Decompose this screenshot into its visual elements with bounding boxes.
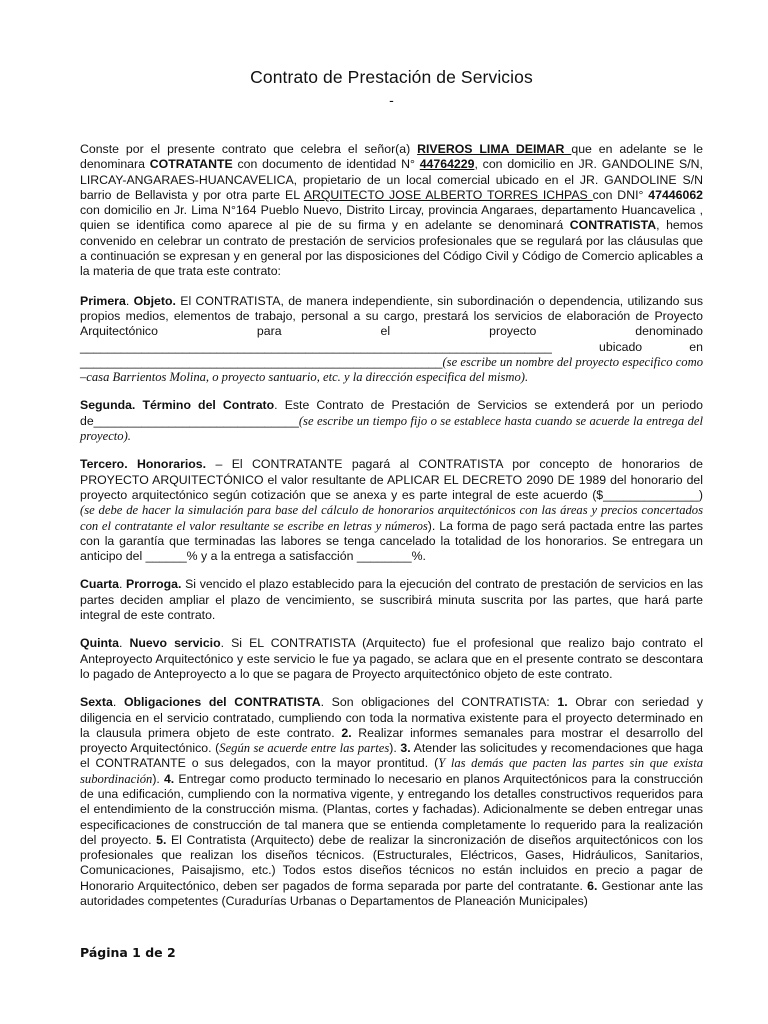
obligation-number-5: 5.: [156, 832, 167, 847]
clause-segunda-heading: Segunda. Término del Contrato: [80, 398, 275, 413]
intro-text-6: con domicilio en Jr. Lima N°164 Pueblo Nuevo, Distrito Lircay, provincia Angaraes, departamento Huancavelica , quien se identifica como aparece al pie de su firma y en adelante se denominará: [80, 203, 703, 233]
clause-primera: Primera. Objeto. El CONTRATISTA, de manera independiente, sin subordinación o dependencia, utilizando sus propios medios, elementos de trabajo, personal a su cargo, prestará los servicios de elaboración de Proyecto Arquitectónico para el proyecto denominado _____________________________________________________________________ ubicado en _____________________________________________________(se escribe un nombre del proyecto especifico como –casa Barrientos Molina, o proyecto santuario, etc. y la dirección especifica del mismo).: [80, 293, 703, 385]
clause-sexta-text-5: Atender las solicitudes y recomendaciones que haga el CONTRATANTE o sus delegados, con la mayor prontitud. (: [80, 741, 703, 771]
intro-text-5: con DNI°: [592, 187, 649, 202]
architect-name: ARQUITECTO JOSE ALBERTO TORRES ICHPAS: [303, 187, 593, 202]
clause-sexta-text-6: ).: [152, 771, 164, 786]
clause-cuarta: Cuarta. Prorroga. Si vencido el plazo establecido para la ejecución del contrato de prestación de servicios en las partes deciden ampliar el plazo de vencimiento, se suscribirá minuta suscrita por las partes, que hará parte integral de este contrato.: [80, 577, 703, 623]
clause-sexta: Sexta. Obligaciones del CONTRATISTA. Son obligaciones del CONTRATISTA: 1. Obrar con seriedad y diligencia en el servicio contratado, cumpliendo con toda la normativa existente para el proyecto determinado en la clausula primera objeto de este contrato. 2. Realizar informes semanales para mostrar el desarrollo del proyecto Arquitectónico. (Según se acuerde entre las partes). 3. Atender las solicitudes y recomendaciones que haga el CONTRATANTE o sus delegados, con la mayor prontitud. (Y las demás que pacten las partes sin que exista subordinación). 4. Entregar como producto terminado lo necesario en planos Arquitectónicos para la construcción de una edificación, cumpliendo con la normativa vigente, y entregando los detalles constructivos requeridos para el entendimiento de la construcción misma. (Plantas, cortes y fachadas). Adicionalmente se deben entregar unas especificaciones de construcción de tal manera que se entienda completamente lo requerido para la realización del proyecto. 5. El Contratista (Arquitecto) debe de realizar la sincronización de diseños arquitectónicos con los profesionales que realizan los diseños técnicos. (Estructurales, Eléctricos, Gases, Hidráulicos, Sanitarios, Comunicaciones, Paisajismo, etc.) Todos estos diseños técnicos no están incluidos en precio a pagar de Honorario Arquitectónico, deben ser pagados de forma separada por parte del contratante. 6. Gestionar ante las autoridades competentes (Curadurías Urbanas o Departamentos de Planeación Municipales): [80, 695, 704, 909]
clause-segunda-text: . Este Contrato de Prestación de Servicios se extenderá por un periodo de______________________________: [80, 398, 703, 428]
architect-id: 47446062: [648, 187, 703, 202]
obligation-number-1: 1.: [557, 695, 568, 710]
clause-sexta-text-7: Entregar como producto terminado lo necesario en planos Arquitectónicos para la construcción de una edificación, cumpliendo con la normativa vigente, y entregando los detalles constructivos requeridos para el entendimiento de la construcción misma. (Plantas, cortes y fachadas). Adicionalmente se deben entregar unas especificaciones de construcción de tal manera que se entienda completamente lo requerido para la realización del proyecto.: [80, 771, 703, 847]
clause-segunda: [80, 398, 703, 444]
obligation-number-3: 3.: [400, 741, 411, 756]
clause-sexta-text-4: ).: [389, 741, 401, 756]
document-title: Contrato de Prestación de Servicios: [250, 67, 533, 87]
clause-cuarta-heading: Prorroga.: [126, 577, 182, 592]
clause-cuarta-text: Si vencido el plazo establecido para la ejecución del contrato de prestación de servicios en las partes deciden ampliar el plazo de vencimiento, se suscribirá minuta suscrita por las partes, que hará parte integral de este contrato.: [80, 577, 703, 623]
clause-tercero-text-2: ). La forma de pago será pactada entre las partes con la garantía que terminadas las labores se tenga cancelado la totalidad de los honorarios. Se entregara un anticipo del ______% y a la entrega a satisfacción ________%.: [80, 518, 703, 564]
clause-quinta: Quinta. Nuevo servicio. Si EL CONTRATISTA (Arquitecto) fue el profesional que realizo bajo contrato el Anteproyecto Arquitectónico y este servicio le fue ya pagado, se aclara que en el presente contrato se descontara lo pagado de Anteproyecto a lo que se pagara de Proyecto arquitectónico objeto de este contrato.: [80, 636, 704, 681]
intro-text-2: que en adelante se le denominara: [80, 142, 703, 172]
clause-sexta-text-8: El Contratista (Arquitecto) debe de realizar la sincronización de diseños arquitectónicos con los profesionales que realizan los diseños técnicos. (Estructurales, Eléctricos, Gases, Hidráulicos, Sanitarios, Comunicaciones, Paisajismo, etc.) Todos estos diseños técnicos no están incluidos en precio a pagar de Honorario Arquitectónico, deben ser pagados de forma separada por parte del contratante.: [80, 832, 703, 893]
clause-sexta-note-1: Según se acuerde entre las partes: [219, 741, 390, 756]
clause-primera-text: El CONTRATISTA, de manera independiente, sin subordinación o dependencia, utilizando sus propios medios, elementos de trabajo, personal a su cargo, prestará los servicios de elaboración de Proyecto Arquitectónico para el proyecto denominado _____________________________________________________________________ ubicado en _____________________________________________________: [80, 293, 703, 369]
obligation-number-6: 6.: [587, 878, 598, 893]
clause-quinta-heading: Nuevo servicio: [129, 636, 221, 651]
obligation-number-2: 2.: [341, 725, 352, 740]
clause-quinta-label: Quinta: [80, 636, 119, 651]
clause-sexta-text-3: Realizar informes semanales para mostrar el desarrollo del proyecto Arquitectónico. (: [80, 725, 703, 756]
page-number: Página 1 de 2: [80, 945, 176, 960]
clause-primera-heading: Objeto.: [133, 293, 176, 308]
intro-text-1: Conste por el presente contrato que celebra el señor(a): [80, 142, 418, 156]
owner-role: COTRATANTE: [149, 157, 233, 172]
clause-quinta-text: . Si EL CONTRATISTA (Arquitecto) fue el profesional que realizo bajo contrato el Anteproyecto Arquitectónico y este servicio le fue ya pagado, se aclara que en el presente contrato se descontara lo pagado de Anteproyecto a lo que se pagara de Proyecto arquitectónico objeto de este contrato.: [80, 636, 704, 681]
title-dash: -: [389, 92, 394, 108]
clause-primera-label: Primera: [80, 293, 126, 308]
clause-tercero-note: (se debe de hacer la simulación para base del cálculo de honorarios arquitectónicos con las áreas y precios concertados con el contratante el valor resultante se escribe en letras y números: [80, 503, 703, 533]
intro-text-3: con documento de identidad N°: [232, 157, 420, 172]
clause-primera-note: (se escribe un nombre del proyecto especifico como –casa Barrientos Molina, o proyecto santuario, etc. y la dirección especifica del mismo).: [80, 354, 703, 385]
clause-tercero-heading: Tercero. Honorarios.: [80, 457, 207, 472]
obligation-number-4: 4.: [163, 771, 175, 786]
clause-sexta-heading: Obligaciones del CONTRATISTA: [123, 695, 321, 710]
clause-cuarta-label: Cuarta: [80, 577, 119, 592]
clause-segunda-note: (se escribe un tiempo fijo o se establece hasta cuando se acuerde la entrega del proyecto).: [80, 413, 703, 444]
owner-id: 44764229: [419, 157, 475, 172]
intro-paragraph: [80, 142, 703, 280]
clause-sexta-text-1: . Son obligaciones del CONTRATISTA:: [320, 695, 558, 710]
architect-role: CONTRATISTA: [569, 218, 657, 233]
owner-name: RIVEROS LIMA DEIMAR: [417, 142, 572, 156]
intro-text-4: , con domicilio en JR. GANDOLINE S/N, LIRCAY-ANGARAES-HUANCAVELICA, propietario de un local comercial ubicado en el JR. GANDOLINE S/N barrio de Bellavista y por otra parte EL: [80, 157, 703, 202]
clause-sexta-text-9: Gestionar ante las autoridades competentes (Curadurías Urbanas o Departamentos de Planeación Municipales): [80, 878, 703, 909]
intro-text-7: , hemos convenido en celebrar un contrato de prestación de servicios profesionales que se regulará por las cláusulas que a continuación se expresan y en general por las disposiciones del Código Civil y Código de Comercio aplicables a la materia de que trata este contrato:: [80, 218, 703, 279]
clause-sexta-label: Sexta: [80, 695, 113, 710]
clause-tercero-text-1: – El CONTRATANTE pagará al CONTRATISTA por concepto de honorarios de PROYECTO ARQUITECTÓNICO el valor resultante de APLICAR EL DECRETO 2090 DE 1989 del honorario del proyecto arquitectónico según cotización que se anexa y es parte integral de este acuerdo ($______________): [80, 457, 704, 502]
clause-tercero: [80, 457, 703, 564]
clause-sexta-text-2: Obrar con seriedad y diligencia en el servicio contratado, cumpliendo con toda la normativa existente para el proyecto determinado en la clausula primera objeto de este contrato.: [80, 695, 703, 740]
clause-sexta-note-2: Y las demás que pacten las partes sin que exista subordinación: [80, 756, 704, 786]
